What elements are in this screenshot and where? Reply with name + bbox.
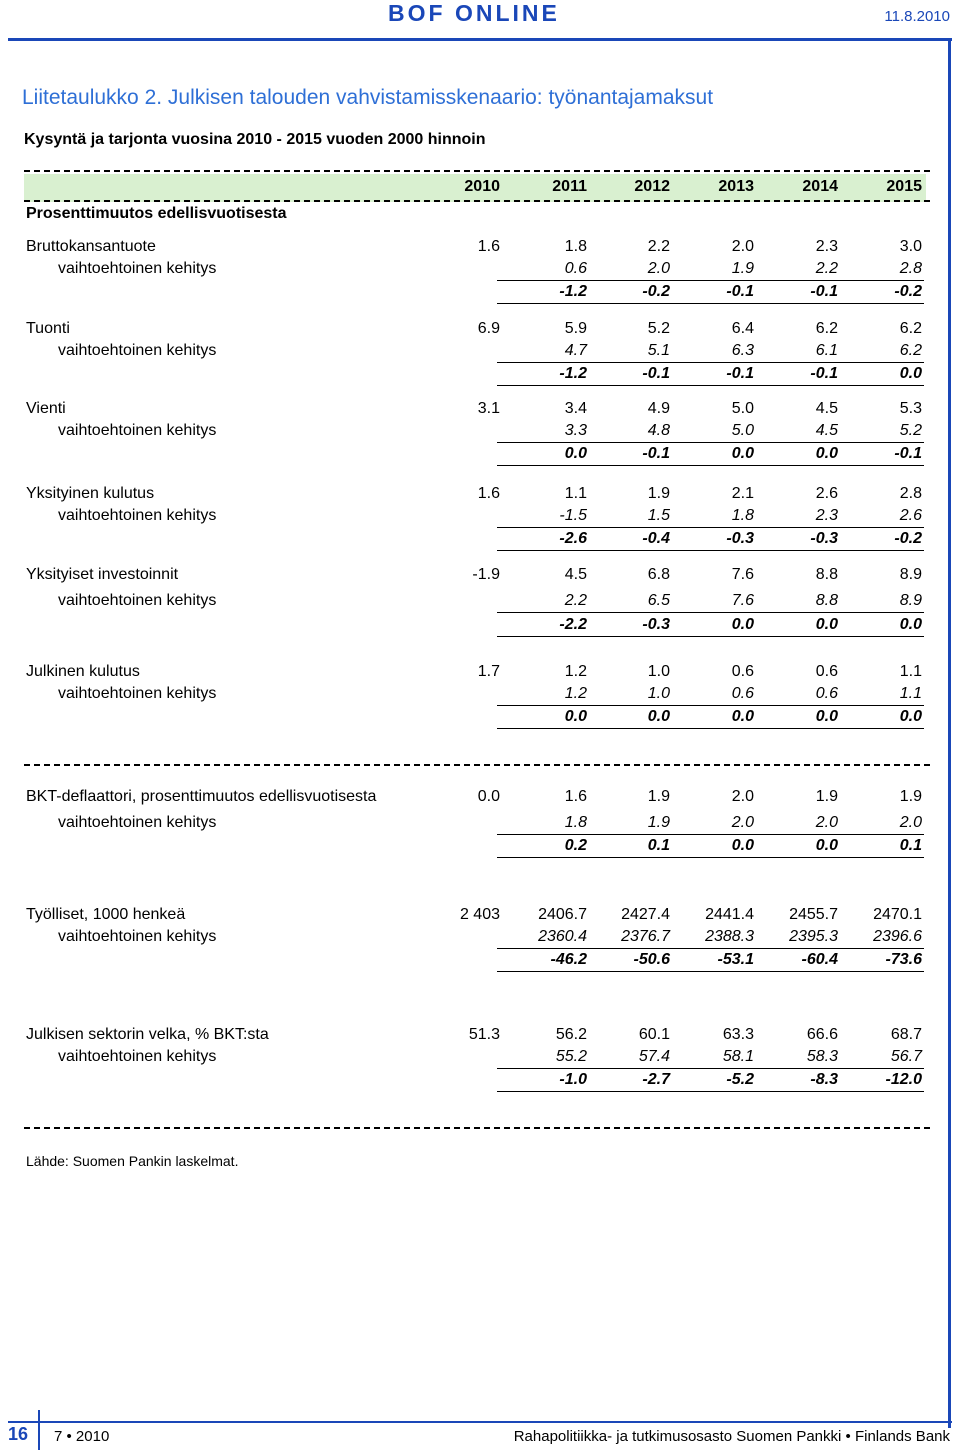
base-value: 1.9: [647, 485, 670, 502]
base-value: 5.3: [899, 400, 922, 417]
difference-value: -0.4: [642, 530, 670, 547]
difference-value: 0.0: [899, 365, 922, 382]
footer-rule: [8, 1421, 952, 1423]
difference-value: -53.1: [717, 951, 754, 968]
table-subtitle: Kysyntä ja tarjonta vuosina 2010 - 2015 vuoden 2000 hinnoin: [24, 131, 486, 148]
alt-value: -1.5: [559, 507, 587, 524]
alt-value: 7.6: [731, 592, 754, 609]
alt-label: vaihtoehtoinen kehitys: [58, 507, 217, 524]
difference-value: 0.0: [647, 708, 670, 725]
base-value: 2.8: [899, 485, 922, 502]
difference-value: -0.2: [894, 530, 922, 547]
underline: [497, 442, 924, 443]
difference-value: -0.3: [810, 530, 838, 547]
header-rule: [8, 38, 952, 41]
alt-value: 55.2: [555, 1048, 587, 1065]
alt-value: 1.8: [731, 507, 754, 524]
base-value: 1.7: [477, 663, 500, 680]
alt-value: 1.2: [564, 685, 587, 702]
alt-value: 2.2: [815, 260, 838, 277]
row-label: Yksityinen kulutus: [26, 485, 155, 502]
base-value: 8.8: [815, 566, 838, 583]
difference-value: -8.3: [810, 1071, 838, 1088]
difference-value: -12.0: [885, 1071, 922, 1088]
base-value: 51.3: [468, 1026, 500, 1043]
base-value: 1.9: [899, 788, 922, 805]
difference-value: 0.0: [731, 445, 754, 462]
alt-value: 5.2: [899, 422, 922, 439]
dashed-divider: [24, 200, 930, 202]
alt-value: 1.8: [564, 814, 587, 831]
alt-value: 58.1: [722, 1048, 754, 1065]
alt-value: 2.0: [899, 814, 922, 831]
difference-value: -5.2: [726, 1071, 754, 1088]
alt-value: 2.2: [564, 592, 587, 609]
difference-value: -0.1: [810, 283, 838, 300]
difference-value: 0.0: [564, 708, 587, 725]
base-value: 68.7: [890, 1026, 922, 1043]
base-value: 3.1: [477, 400, 500, 417]
difference-value: 0.0: [564, 445, 587, 462]
alt-label: vaihtoehtoinen kehitys: [58, 1048, 217, 1065]
base-value: 60.1: [638, 1026, 670, 1043]
base-value: 5.9: [564, 320, 587, 337]
base-value: 0.0: [477, 788, 500, 805]
year-header: 2012: [634, 178, 670, 195]
difference-value: -1.2: [559, 283, 587, 300]
base-value: 8.9: [899, 566, 922, 583]
base-value: 1.9: [815, 788, 838, 805]
base-value: 1.2: [564, 663, 587, 680]
base-value: 4.5: [564, 566, 587, 583]
base-value: 1.1: [564, 485, 587, 502]
base-value: 5.0: [731, 400, 754, 417]
base-value: 6.8: [647, 566, 670, 583]
underline: [497, 280, 924, 281]
alt-label: vaihtoehtoinen kehitys: [58, 814, 217, 831]
alt-label: vaihtoehtoinen kehitys: [58, 260, 217, 277]
percent-change-label: Prosenttimuutos edellisvuotisesta: [26, 205, 287, 222]
base-value: 63.3: [722, 1026, 754, 1043]
base-value: 5.2: [647, 320, 670, 337]
table-title: Liitetaulukko 2. Julkisen talouden vahvistamisskenaario: työnantajamaksut: [22, 86, 714, 109]
alt-value: 4.5: [815, 422, 838, 439]
alt-value: 1.0: [647, 685, 670, 702]
underline: [497, 303, 924, 304]
underline: [497, 705, 924, 706]
difference-value: 0.2: [564, 837, 587, 854]
alt-value: 2360.4: [538, 928, 587, 945]
difference-value: -1.2: [559, 365, 587, 382]
base-value: 1.1: [899, 663, 922, 680]
alt-value: 6.2: [899, 342, 922, 359]
alt-value: 2388.3: [705, 928, 754, 945]
alt-value: 1.9: [647, 814, 670, 831]
alt-label: vaihtoehtoinen kehitys: [58, 928, 217, 945]
underline: [497, 636, 924, 637]
dashed-divider: [24, 764, 930, 766]
header-date: 11.8.2010: [884, 8, 950, 25]
alt-value: 2395.3: [789, 928, 838, 945]
row-label: Vienti: [26, 400, 66, 417]
base-value: 4.9: [647, 400, 670, 417]
base-value: 1.6: [564, 788, 587, 805]
base-value: 1.6: [477, 485, 500, 502]
alt-label: vaihtoehtoinen kehitys: [58, 592, 217, 609]
alt-value: 56.7: [890, 1048, 922, 1065]
underline: [497, 971, 924, 972]
underline: [497, 612, 924, 613]
base-value: 6.9: [477, 320, 500, 337]
dashed-divider: [24, 1127, 930, 1129]
alt-value: 2.3: [815, 507, 838, 524]
alt-value: 6.5: [647, 592, 670, 609]
difference-value: -0.1: [810, 365, 838, 382]
difference-value: -73.6: [885, 951, 922, 968]
alt-value: 6.3: [731, 342, 754, 359]
alt-value: 1.9: [731, 260, 754, 277]
base-value: 1.6: [477, 238, 500, 255]
difference-value: -0.2: [894, 283, 922, 300]
alt-value: 4.7: [564, 342, 587, 359]
difference-value: -1.0: [559, 1071, 587, 1088]
base-value: 56.2: [555, 1026, 587, 1043]
difference-value: -0.1: [726, 283, 754, 300]
base-value: 2441.4: [705, 906, 754, 923]
difference-value: -0.3: [726, 530, 754, 547]
difference-value: 0.0: [731, 837, 754, 854]
underline: [497, 527, 924, 528]
alt-value: 2396.6: [873, 928, 922, 945]
difference-value: 0.1: [647, 837, 670, 854]
base-value: 1.0: [647, 663, 670, 680]
alt-value: 2.0: [815, 814, 838, 831]
alt-value: 4.8: [647, 422, 670, 439]
difference-value: -0.1: [726, 365, 754, 382]
difference-value: -0.1: [894, 445, 922, 462]
alt-value: 2376.7: [621, 928, 670, 945]
base-value: 2.6: [815, 485, 838, 502]
base-value: 2.0: [731, 238, 754, 255]
year-header: 2013: [718, 178, 754, 195]
row-label: Työlliset, 1000 henkeä: [26, 906, 186, 923]
header-title: BOF ONLINE: [388, 0, 560, 26]
right-border: [948, 38, 951, 1428]
underline: [497, 1068, 924, 1069]
alt-value: 2.0: [647, 260, 670, 277]
difference-value: -60.4: [801, 951, 838, 968]
base-value: 2.1: [731, 485, 754, 502]
alt-label: vaihtoehtoinen kehitys: [58, 422, 217, 439]
base-value: 0.6: [815, 663, 838, 680]
base-value: 3.4: [564, 400, 587, 417]
issue-number: 7 • 2010: [54, 1428, 110, 1445]
base-value: 6.4: [731, 320, 754, 337]
difference-value: -0.2: [642, 283, 670, 300]
alt-value: 6.1: [815, 342, 838, 359]
alt-value: 0.6: [564, 260, 587, 277]
year-header: 2014: [802, 178, 838, 195]
base-value: 2 403: [459, 906, 500, 923]
row-label: Bruttokansantuote: [26, 238, 156, 255]
alt-value: 3.3: [564, 422, 587, 439]
alt-value: 58.3: [806, 1048, 838, 1065]
base-value: 4.5: [815, 400, 838, 417]
underline: [497, 385, 924, 386]
base-value: 1.8: [564, 238, 587, 255]
alt-value: 2.8: [899, 260, 922, 277]
row-label: BKT-deflaattori, prosenttimuutos edellisvuotisesta: [26, 788, 377, 805]
alt-value: 8.9: [899, 592, 922, 609]
base-value: 2.3: [815, 238, 838, 255]
alt-value: 8.8: [815, 592, 838, 609]
difference-value: 0.0: [731, 708, 754, 725]
underline: [497, 465, 924, 466]
underline: [497, 1091, 924, 1092]
base-value: 2.0: [731, 788, 754, 805]
page-number: 16: [8, 1424, 29, 1444]
base-value: 1.9: [647, 788, 670, 805]
alt-value: 1.5: [647, 507, 670, 524]
year-header: 2010: [464, 178, 500, 195]
underline: [497, 857, 924, 858]
row-label: Tuonti: [26, 320, 70, 337]
footer-divider: [38, 1410, 40, 1450]
underline: [497, 834, 924, 835]
year-header: 2015: [886, 178, 922, 195]
difference-value: 0.0: [815, 445, 838, 462]
base-value: 3.0: [899, 238, 922, 255]
dashed-divider: [24, 170, 930, 172]
base-value: 6.2: [815, 320, 838, 337]
base-value: 0.6: [731, 663, 754, 680]
base-value: 2470.1: [873, 906, 922, 923]
publisher-line: Rahapolitiikka- ja tutkimusosasto Suomen Pankki • Finlands Bank: [513, 1428, 950, 1445]
difference-value: -50.6: [633, 951, 670, 968]
row-label: Yksityiset investoinnit: [26, 566, 179, 583]
difference-value: 0.1: [899, 837, 922, 854]
underline: [497, 550, 924, 551]
base-value: 66.6: [806, 1026, 838, 1043]
alt-value: 1.1: [899, 685, 922, 702]
difference-value: 0.0: [899, 616, 922, 633]
alt-value: 2.6: [899, 507, 922, 524]
base-value: 6.2: [899, 320, 922, 337]
difference-value: -46.2: [550, 951, 587, 968]
alt-value: 2.0: [731, 814, 754, 831]
row-label: Julkisen sektorin velka, % BKT:sta: [26, 1026, 269, 1043]
underline: [497, 362, 924, 363]
base-value: 2.2: [647, 238, 670, 255]
alt-value: 5.1: [647, 342, 670, 359]
alt-value: 5.0: [731, 422, 754, 439]
difference-value: 0.0: [899, 708, 922, 725]
difference-value: -0.1: [642, 445, 670, 462]
base-value: -1.9: [472, 566, 500, 583]
difference-value: 0.0: [815, 837, 838, 854]
difference-value: -0.1: [642, 365, 670, 382]
alt-label: vaihtoehtoinen kehitys: [58, 685, 217, 702]
alt-value: 0.6: [815, 685, 838, 702]
base-value: 7.6: [731, 566, 754, 583]
alt-value: 57.4: [638, 1048, 670, 1065]
difference-value: 0.0: [815, 616, 838, 633]
underline: [497, 728, 924, 729]
difference-value: 0.0: [731, 616, 754, 633]
difference-value: -2.2: [559, 616, 587, 633]
base-value: 2427.4: [621, 906, 670, 923]
difference-value: -0.3: [642, 616, 670, 633]
difference-value: -2.6: [559, 530, 587, 547]
row-label: Julkinen kulutus: [26, 663, 140, 680]
alt-label: vaihtoehtoinen kehitys: [58, 342, 217, 359]
difference-value: 0.0: [815, 708, 838, 725]
base-value: 2455.7: [789, 906, 838, 923]
difference-value: -2.7: [642, 1071, 670, 1088]
source-note: Lähde: Suomen Pankin laskelmat.: [26, 1153, 239, 1169]
alt-value: 0.6: [731, 685, 754, 702]
underline: [497, 948, 924, 949]
base-value: 2406.7: [538, 906, 587, 923]
year-header: 2011: [552, 178, 587, 195]
